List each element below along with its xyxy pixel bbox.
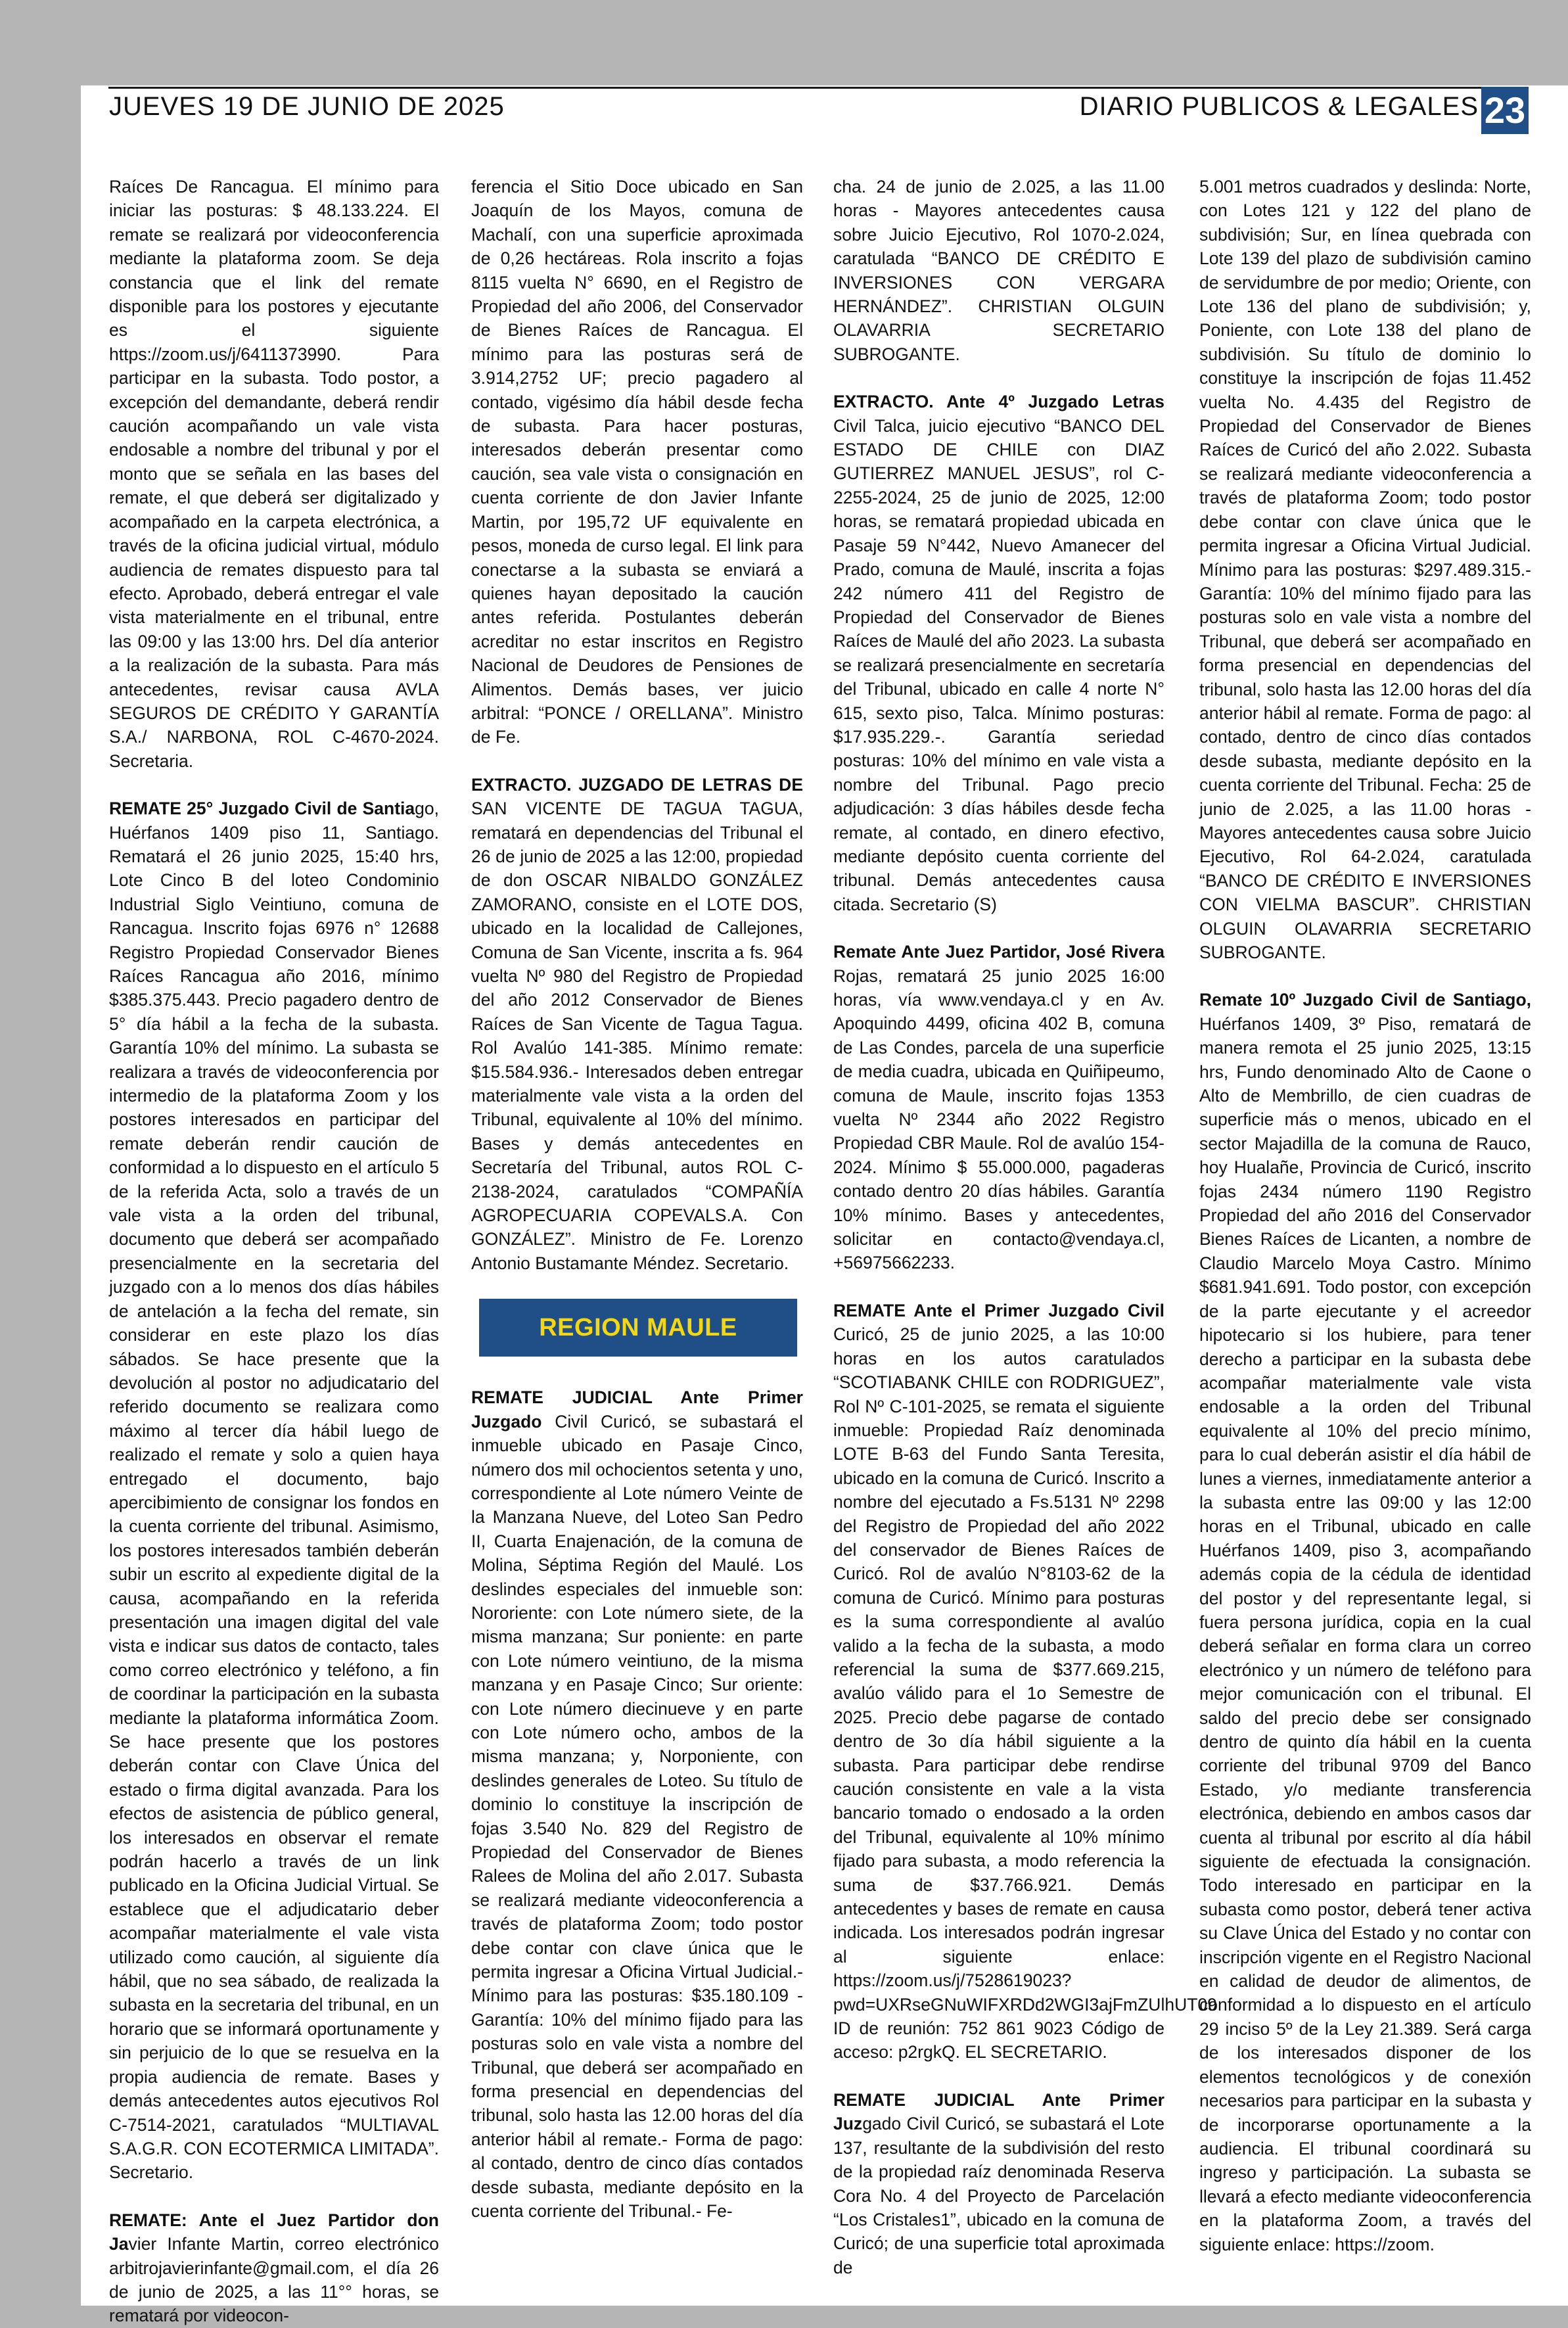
region-banner: REGION MAULE <box>479 1299 797 1357</box>
notice: REMATE JUDICIAL Ante Primer Juzgado Civil Curicó, se subastará el inmueble ubicado en Pasaje Cinco, número dos mil ochocientos setenta y uno, correspondiente al Lote número Veinte de la Manzana Nueve, del Loteo San Pedro II, Cuarta Enajenación, de la comuna de Molina, Séptima Región del Maulé. Los deslindes especiales del inmueble son: Nororiente: con Lote número siete, de la misma manzana; Sur poniente: en parte con Lote número veintiuno, de la misma manzana y en Pasaje Cinco; Sur oriente: con Lote número diecinueve y en parte con Lote número ocho, ambos de la misma manzana; y, Norponiente, con deslindes generales de Loteo. Su título de dominio lo constituye la inscripción de fojas 3.540 No. 829 del Registro de Propiedad del Conservador de Bienes Ralees de Molina del año 2.017. Subasta se realizará mediante videoconferencia a través de plataforma Zoom; todo postor debe contar con clave única que le permita ingresar a Oficina Virtual Judicial.- Mínimo para las posturas: $35.180.109 - Garantía: 10% del mínimo fijado para las posturas solo en vale vista a nombre del Tribunal, que deberá ser acompañado en forma presencial en dependencias del tribunal, solo hasta las 12.00 horas del día anterior hábil al remate.- Forma de pago: al contado, dentro de cinco días contados desde subasta, mediante depósito en la cuenta corriente del Tribunal.- Fe- <box>471 1387 803 2222</box>
header-rule <box>108 87 1488 89</box>
column-2 <box>471 175 803 2265</box>
notice: Raíces De Rancagua. El mínimo para iniciar las posturas: $ 48.133.224. El remate se realizará por videoconferencia mediante la plataforma zoom. Se deja constancia que el link del remate disponible para los postores y ejecutante es el siguiente https://zoom.us/j/6411373990. Para participar en la subasta. Todo postor, a excepción del demandante, deberá rendir caución acompañando un vale vista endosable a nombre del tribunal y por el monto que se señala en las bases del remate, el que deberá ser digitalizado y acompañado en la carpeta electrónica, a través de la oficina judicial virtual, módulo audiencia de remates dispuesto para tal efecto. Aprobado, deberá entregar el vale vista materialmente en el tribunal, entre las 09:00 y las 13:00 hrs. Del día anterior a la realización de la subasta. Para más antecedentes, revisar causa AVLA SEGUROS DE CRÉDITO Y GARANTÍA S.A./ NARBONA, ROL C-4670-2024. Secretaria. <box>109 177 439 771</box>
notice: cha. 24 de junio de 2.025, a las 11.00 horas - Mayores antecedentes causa sobre Juicio Ejecutivo, Rol 1070-2.024, caratulada “BANCO DE CRÉDITO E INVERSIONES CON VERGARA HERNÁNDEZ”. CHRISTIAN OLGUIN OLAVARRIA SECRETARIO SUBROGANTE. <box>833 177 1164 364</box>
publication-name: DIARIO PUBLICOS & LEGALES <box>1079 92 1479 121</box>
notice: ferencia el Sitio Doce ubicado en San Joaquín de los Mayos, comuna de Machalí, con una superficie aproximada de 0,26 hectáreas. Rola inscrito a fojas 8115 vuelta N° 6690, en el Registro de Propiedad del año 2006, del Conservador de Bienes Raíces de Rancagua. El mínimo para las posturas será de 3.914,2752 UF; precio pagadero al contado, vigésimo día hábil desde fecha de subasta. Para hacer posturas, interesados deberán presentar como caución, sea vale vista o consignación en cuenta corriente de don Javier Infante Martin, por 195,72 UF equivalente en pesos, moneda de curso legal. El link para conectarse a la subasta se enviará a quienes hayan depositado la caución antes referida. Postulantes deberán acreditar no estar inscritos en Registro Nacional de Deudores de Pensiones de Alimentos. Demás bases, ver juicio arbitral: “PONCE / ORELLANA”. Ministro de Fe. <box>471 177 803 747</box>
notice: Remate 10º Juzgado Civil de Santiago, Huérfanos 1409, 3º Piso, rematará de manera remota el 25 junio 2025, 13:15 hrs, Fundo denominado Alto de Caone o Alto de Membrillo, de cien cuadras de superficie más o menos, ubicado en el sector Majadilla de la comuna de Rauco, hoy Hualañe, Provincia de Curicó, inscrito fojas 2434 número 1190 Registro Propiedad del año 2016 del Conservador Bienes Raíces de Licanten, a nombre de Claudio Marcelo Moya Castro. Mínimo $681.941.691. Todo postor, con excepción de la parte ejecutante y el acreedor hipotecario si los hubiere, para tener derecho a participar en la subasta debe acompañar materialmente vale vista endosable a la orden del Tribunal equivalente al 10% del precio mínimo, para lo cual deberán asistir el día hábil de lunes a viernes, inmediatamente anterior a la subasta entre las 09:00 y las 12:00 horas en el Tribunal, ubicado en calle Huérfanos 1409, piso 3, acompañando además copia de la cédula de identidad del postor y del representante legal, si fuera persona jurídica, copia en la cual deberá señalar en forma clara un correo electrónico y un número de teléfono para mejor comunicación con el tribunal. El saldo del precio debe ser consignado dentro de quinto día hábil en la cuenta corriente del tribunal 9709 del Banco Estado, y/o mediante transferencia electrónica, debiendo en ambos casos dar cuenta al tribunal por escrito al día hábil siguiente de efectuada la consignación. Todo interesado en participar en la subasta como postor, deberá tener activa su Clave Única del Estado y no contar con inscripción vigente en el Registro Nacional en calidad de deudor de alimentos, de conformidad a lo dispuesto en el artículo 29 inciso 5º de la Ley 21.389. Será carga de los interesados disponer de los elementos tecnológicos y de conexión necesarios para participar en la subasta y de incorporarse oportunamente a la audiencia. El tribunal coordinará su ingreso y participación. La subasta se llevará a efecto mediante videoconferencia en la plataforma Zoom, a través del siguiente enlace: https://zoom. <box>1199 990 1531 2254</box>
column-4 <box>1199 175 1531 2265</box>
column-3 <box>833 175 1217 2277</box>
notice: 5.001 metros cuadrados y deslinda: Norte, con Lotes 121 y 122 del plano de subdivisión; Sur, en línea quebrada con Lote 139 del plazo de subdivisión camino de servidumbre de por medio; Oriente, con Lote 136 del plano de subdivisión; y, Poniente, con Lote 138 del plano de subdivisión. Su título de dominio lo constituye la inscripción de fojas 11.452 vuelta No. 4.435 del Registro de Propiedad del Conservador de Bienes Raíces de Curicó del año 2.022. Subasta se realizará mediante videoconferencia a través de plataforma Zoom; todo postor debe contar con clave única que le permita ingresar a Oficina Virtual Judicial. Mínimo para las posturas: $297.489.315.- Garantía: 10% del mínimo fijado para las posturas solo en vale vista a nombre del Tribunal, que deberá ser acompañado en forma presencial en dependencias del tribunal, solo hasta las 12.00 horas del día anterior hábil al remate. Forma de pago: al contado, dentro de cinco días contados desde subasta, mediante depósito en la cuenta corriente del Tribunal. Fecha: 25 de junio de 2.025, a las 11.00 horas - Mayores antecedentes causa sobre Juicio Ejecutivo, Rol 64-2.024, caratulada “BANCO DE CRÉDITO E INVERSIONES CON VIELMA BASCUR”. CHRISTIAN OLGUIN OLAVARRIA SECRETARIO SUBROGANTE. <box>1199 177 1531 962</box>
column-1 <box>109 175 439 2326</box>
notice: EXTRACTO. JUZGADO DE LETRAS DE SAN VICENTE DE TAGUA TAGUA, rematará en dependencias del Tribunal el 26 de junio de 2025 a las 12:00, propiedad de don OSCAR NIBALDO GONZÁLEZ ZAMORANO, consiste en el LOTE DOS, ubicado en la localidad de Callejones, Comuna de San Vicente, inscrita a fs. 964 vuelta Nº 980 del Registro de Propiedad del año 2012 Conservador de Bienes Raíces de San Vicente de Tagua Tagua. Rol Avalúo 141-385. Mínimo remate: $15.584.936.- Interesados deben entregar materialmente vale vista a la orden del Tribunal, equivalente al 10% del mínimo. Bases y demás antecedentes en Secretaría del Tribunal, autos ROL C-2138-2024, caratulados “COMPAÑÍA AGROPECUARIA COPEVALS.A. Con GONZÁLEZ”. Ministro de Fe. Lorenzo Antonio Bustamante Méndez. Secretario. <box>471 774 803 1273</box>
notice: EXTRACTO. Ante 4º Juzgado Letras Civil Talca, juicio ejecutivo “BANCO DEL ESTADO DE CHILE con DIAZ GUTIERREZ MANUEL JESUS”, rol C-2255-2024, 25 de junio de 2025, 12:00 horas, se rematará propiedad ubicada en Pasaje 59 N°442, Nuevo Amanecer del Prado, comuna de Maulé, inscrita a fojas 242 número 411 del Registro de Propiedad del Conservador de Bienes Raíces de Maulé del año 2023. La subasta se realizará presencialmente en secretaría del Tribunal, ubicado en calle 4 norte N° 615, sexto piso, Talca. Mínimo posturas: $17.935.229.-. Garantía seriedad posturas: 10% del mínimo en vale vista a nombre del Tribunal. Pago precio adjudicación: 3 días hábiles desde fecha remate, al contado, en dinero efectivo, mediante depósito cuenta corriente del tribunal. Demás antecedentes causa citada. Secretario (S) <box>833 392 1164 914</box>
notice: Remate Ante Juez Partidor, José Rivera Rojas, rematará 25 junio 2025 16:00 horas, vía www.vendaya.cl y en Av. Apoquindo 4499, oficina 402 B, comuna de Las Condes, parcela de una superficie de media cuadra, ubicada en Quiñipeumo, comuna de Maule, inscrito fojas 1353 vuelta Nº 2344 año 2022 Registro Propiedad CBR Maule. Rol de avalúo 154-2024. Mínimo $ 55.000.000, pagaderas contado dentro 20 días hábiles. Garantía 10% mínimo. Bases y antecedentes, solicitar en contacto@vendaya.cl, +56975662233. <box>833 942 1164 1273</box>
notice: REMATE 25° Juzgado Civil de Santiago, Huérfanos 1409 piso 11, Santiago. Rematará el 26 junio 2025, 15:40 hrs, Lote Cinco B del loteo Condominio Industrial Siglo Veintiuno, comuna de Rancagua. Inscrito fojas 6976 n° 12688 Registro Propiedad Conservador Bienes Raíces Rancagua año 2016, mínimo $385.375.443. Precio pagadero dentro de 5° día hábil a la fecha de la subasta. Garantía 10% del mínimo. La subasta se realizara a través de videoconferencia por intermedio de la plataforma Zoom y los postores interesados en participar del remate deberán rendir caución de conformidad a lo dispuesto en el artículo 5 de la referida Acta, solo a través de un vale vista a la orden del tribunal, documento que deberá ser acompañado presencialmente en la secretaria del juzgado con a lo menos dos días hábiles de antelación a la fecha del remate, sin considerar en este plazo los días sábados. Se hace presente que la devolución al postor no adjudicatario del referido documento se realizara como máximo al tercer día hábil luego de realizado el remate y solo a quien haya entregado el documento, bajo apercibimiento de consignar los fondos en la cuenta corriente del tribunal. Asimismo, los postores interesados también deberán subir un escrito al expediente digital de la causa, acompañando en la referida presentación una imagen digital del vale vista e indicar sus datos de contacto, tales como correo electrónico y teléfono, a fin de coordinar la participación en la subasta mediante la plataforma informática Zoom. Se hace presente que los postores deberán contar con Clave Única del estado o firma digital avanzada. Para los efectos de asistencia de público general, los interesados en observar el remate podrán hacerlo a través de un link publicado en la Oficina Judicial Virtual. Se establece que el adjudicatario deber acompañar materialmente el vale vista utilizado como caución, al siguiente día hábil, que no sea sábado, de realizada la subasta en la secretaria del tribunal, en un horario que se informará oportunamente y sin perjuicio de lo que se resuelva en la propia audiencia de remate. Bases y demás antecedentes autos ejecutivos Rol C-7514-2021, caratulados “MULTIAVAL S.A.G.R. CON ECOTERMICA LIMITADA”. Secretario. <box>109 799 439 2183</box>
issue-date: JUEVES 19 DE JUNIO DE 2025 <box>109 92 505 121</box>
notice: REMATE Ante el Primer Juzgado Civil Curicó, 25 de junio 2025, a las 10:00 horas en los autos caratulados “SCOTIABANK CHILE con RODRIGUEZ”, Rol Nº C-101-2025, se remata el siguiente inmueble: Propiedad Raíz denominada LOTE B-63 del Fundo Santa Teresita, ubicado en la comuna de Curicó. Inscrito a nombre del ejecutado a Fs.5131 Nº 2298 del Registro de Propiedad del año 2022 del conservador de Bienes Raíces de Curicó. Rol de avalúo N°8103-62 de la comuna de Curicó. Mínimo para posturas es la suma correspondiente al avalúo valido a la fecha de la subasta, a modo referencial la suma de $377.669.215, avalúo válido para el 1o Semestre de 2025. Precio debe pagarse de contado dentro de 3o día hábil siguiente a la subasta. Para participar debe rendirse caución consistente en vale a la vista bancario tomado o endosado a la orden del Tribunal, equivalente al 10% mínimo fijado para subasta, a modo referencia la suma de $37.766.921. Demás antecedentes y bases de remate en causa indicada. Los interesados podrán ingresar al siguiente enlace: https://zoom.us/j/7528619023?pwd=UXRseGNuWIFXRDd2WGI3ajFmZUlhUT09 ID de reunión: 752 861 9023 Código de acceso: p2rgkQ. EL SECRETARIO. <box>833 1300 1217 2062</box>
notice: REMATE: Ante el Juez Partidor don Javier Infante Martin, correo electrónico arbitrojavierinfante@gmail.com, el día 26 de junio de 2025, a las 11°° horas, se rematará por videocon- <box>109 2210 439 2326</box>
notice: REMATE JUDICIAL Ante Primer Juzgado Civil Curicó, se subastará el Lote 137, resultante de la subdivisión del resto de la propiedad raíz denominada Reserva Cora No. 4 del Proyecto de Parcelación “Los Cristales1”, ubicado en la comuna de Curicó; de una superficie total aproximada de <box>833 2089 1164 2277</box>
page-number: 23 <box>1481 87 1529 134</box>
